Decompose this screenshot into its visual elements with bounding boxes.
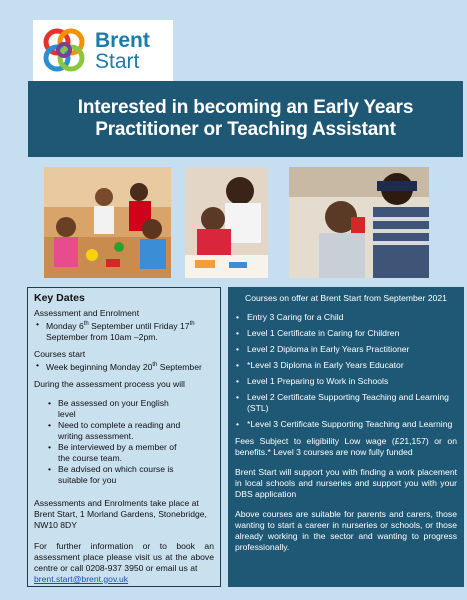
process-item: • Be advised on which course is suitable for you — [46, 464, 184, 486]
banner-title — [78, 97, 413, 141]
process-item: • Be interviewed by a member of the course team. — [46, 442, 184, 464]
fees-text: Fees Subject to eligibility Low wage (£21,157) or on benefits.* Level 3 courses are now fully funded — [235, 436, 457, 457]
title-banner — [28, 81, 463, 157]
brent-start-logo — [33, 20, 173, 82]
course-item: • Level 1 Preparing to Work in Schools — [235, 376, 457, 387]
assessment-date-part-1: Monday 6 — [46, 320, 84, 331]
courses-start-list — [34, 360, 214, 373]
assessment-date-part-3: September from 10am –2pm. — [46, 331, 158, 342]
suitability-text: Above courses are suitable for parents and carers, those wanting to start a career in nurseries or schools, or those already working in the sector and wanting to progress professionally. — [235, 509, 457, 552]
photo-children-playing — [44, 167, 171, 278]
courses-start-part-1: Week beginning Monday 20 — [46, 361, 153, 372]
assessment-list — [34, 319, 214, 343]
course-item: • *Level 3 Certificate Supporting Teaching and Learning — [235, 419, 457, 430]
photo-girl-drawing — [185, 167, 268, 278]
brent-start-knot-icon — [39, 26, 89, 76]
course-item: • Level 2 Certificate Supporting Teaching and Learning (STL) — [235, 392, 457, 414]
courses-start-suffix: th — [152, 361, 158, 368]
contact-text: For further information or to book an assessment place please visit us at the above centre or call 0208-937 3950 or email us at — [34, 540, 214, 573]
courses-heading: Courses on offer at Brent Start from September 2021 — [245, 293, 447, 303]
courses-start-heading: Courses start — [34, 348, 86, 359]
courses-start-item — [34, 360, 214, 373]
photo-woman-and-child — [289, 167, 429, 278]
courses-start-part-2: September — [157, 361, 202, 372]
courses-list — [235, 312, 457, 430]
assessment-date-suffix-1: th — [83, 321, 89, 327]
assessment-date-item — [34, 319, 214, 343]
course-item: • *Level 3 Diploma in Early Years Educator — [235, 360, 457, 371]
key-dates-title: Key Dates — [34, 292, 85, 304]
course-item: • Entry 3 Caring for a Child — [235, 312, 457, 323]
assessment-heading: Assessment and Enrolment — [34, 308, 140, 318]
logo-wordmark — [95, 30, 150, 72]
key-dates-panel — [27, 287, 221, 587]
contact-email-link[interactable]: brent.start@brent.gov.uk — [34, 573, 129, 584]
assessment-date-part-2: September until Friday 17 — [88, 320, 190, 331]
course-item: • Level 2 Diploma in Early Years Practitioner — [235, 344, 457, 355]
process-item: • Be assessed on your English level — [46, 398, 184, 420]
assessment-date-suffix-2: th — [189, 321, 195, 327]
support-text: Brent Start will support you with finding a work placement in local schools and nurseries and support you with your DBS application — [235, 467, 457, 499]
process-list — [34, 398, 184, 486]
banner-title-line-1: Interested in becoming an Early Years — [77, 97, 414, 118]
courses-panel — [228, 287, 464, 587]
banner-title-line-2: Practitioner or Teaching Assistant — [95, 119, 396, 140]
logo-line-2: Start — [95, 50, 140, 73]
location-text: Assessments and Enrolments take place at Brent Start, 1 Morland Gardens, Stonebridge, NW10 8DY — [34, 497, 207, 530]
process-item: • Need to complete a reading and writing assessment. — [46, 420, 184, 442]
course-item: • Level 1 Certificate in Caring for Children — [235, 328, 457, 339]
logo-line-1: Brent — [95, 29, 150, 52]
process-intro: During the assessment process you will — [34, 378, 185, 389]
